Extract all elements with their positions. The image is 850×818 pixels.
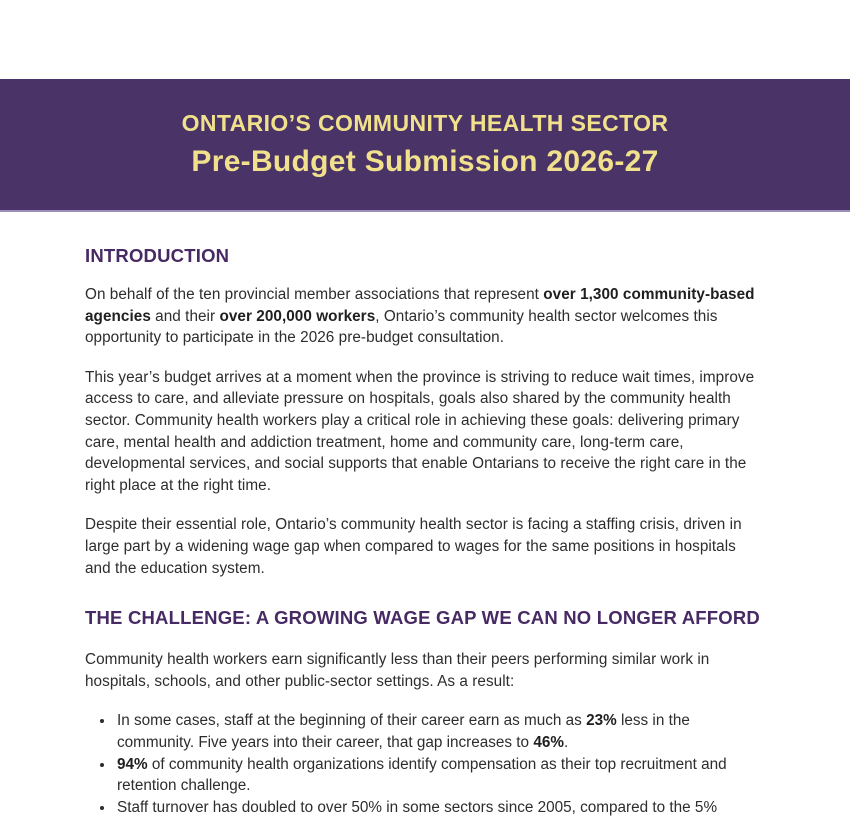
- intro-paragraph-1: On behalf of the ten provincial member associations that represent over 1,300 community-based agencies and their over 200,000 workers, Ontario’s community health sector welcomes this opportunity to participate in the 2026 pre-budget consultation.: [85, 286, 755, 347]
- top-margin: [0, 0, 850, 79]
- challenge-bullet-list: [85, 710, 765, 818]
- challenge-intro-paragraph: Community health workers earn significantly less than their peers performing similar work in hospitals, schools, and other public-sector settings. As a result:: [85, 651, 710, 690]
- section-heading-introduction: INTRODUCTION: [85, 245, 230, 266]
- intro-paragraph-2: This year’s budget arrives at a moment when the province is striving to reduce wait times, improve access to care, and alleviate pressure on hospitals, goals also shared by the community health sector. Community health workers play a critical role in achieving these goals: delivering primary care, mental health and addiction treatment, home and community care, long-term care, developmental services, and social supports that enable Ontarians to receive the right care in the right place at the right time.: [85, 368, 755, 494]
- document-subtitle: Pre-Budget Submission 2026-27: [191, 145, 659, 179]
- document-body: [0, 245, 850, 818]
- intro-paragraph-3: Despite their essential role, Ontario’s community health sector is facing a staffing crisis, driven in large part by a widening wage gap when compared to wages for the same positions in hospitals and the education system.: [85, 516, 742, 577]
- section-heading-challenge: THE CHALLENGE: A GROWING WAGE GAP WE CAN NO LONGER AFFORD: [85, 607, 760, 629]
- bullet-item-compensation: • 94% of community health organizations identify compensation as their top recruitment and retention challenge.: [115, 754, 765, 797]
- document-title: ONTARIO’S COMMUNITY HEALTH SECTOR: [181, 109, 669, 136]
- bullet-item-truncated: • Staff turnover has doubled to over 50% in some sectors since 2005, compared to the 5%: [115, 797, 765, 818]
- bullet-item-wage-gap: • In some cases, staff at the beginning of their career earn as much as 23% less in the community. Five years into their career, that gap increases to 46%.: [115, 710, 765, 753]
- title-banner: [0, 79, 850, 212]
